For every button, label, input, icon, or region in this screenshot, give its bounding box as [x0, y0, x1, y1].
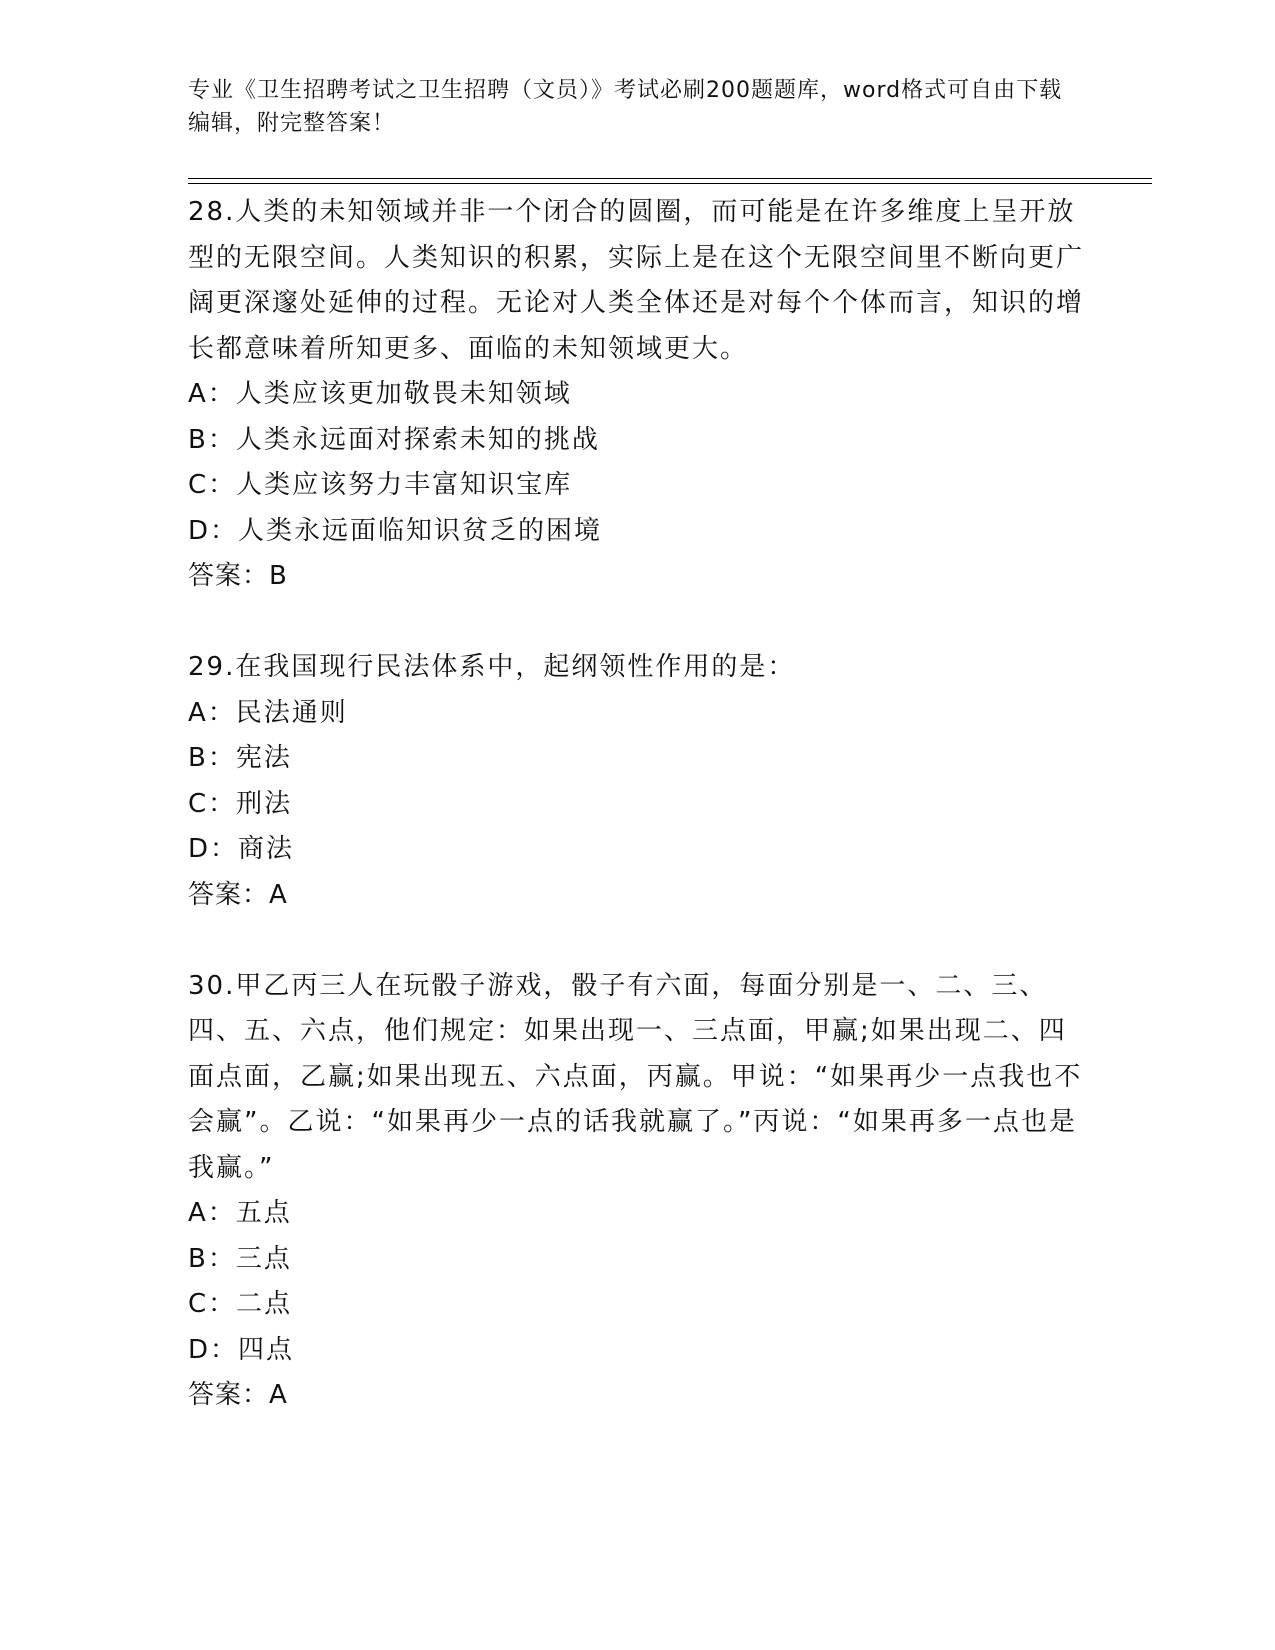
answer: 答案：A — [188, 879, 288, 910]
header-divider-top — [188, 178, 1152, 179]
question-30 — [188, 964, 1088, 1419]
answer: 答案：B — [188, 561, 288, 591]
question-29 — [188, 645, 1088, 918]
option-a: A：五点 — [188, 1198, 292, 1228]
question-list — [188, 190, 1088, 1419]
question-spacer — [188, 918, 1088, 964]
answer: 答案：A — [188, 1380, 288, 1410]
question-stem: 29.在我国现行民法体系中，起纲领性作用的是： — [188, 652, 796, 682]
option-b: B：宪法 — [188, 743, 292, 773]
question-stem: 30.甲乙丙三人在玩骰子游戏，骰子有六面，每面分别是一、二、三、四、五、六点，他们规定：如果出现一、三点面，甲赢;如果出现二、四面点面，乙赢;如果出现五、六点面，丙赢。甲说：“如果再少一点我也不会赢”。乙说：“如果再少一点的话我就赢了。”丙说：“如果再多一点也是我赢。” — [188, 970, 1083, 1183]
header-divider-bottom — [188, 183, 1152, 184]
option-a: A：人类应该更加敬畏未知领域 — [188, 379, 572, 409]
option-c: C：人类应该努力丰富知识宝库 — [188, 470, 573, 500]
option-d: D：商法 — [188, 834, 295, 864]
option-b: B：三点 — [188, 1243, 292, 1274]
question-stem: 28.人类的未知领域并非一个闭合的圆圈，而可能是在许多维度上呈开放型的无限空间。人类知识的积累，实际上是在这个无限空间里不断向更广阔更深邃处延伸的过程。无论对人类全体还是对每个个体而言，知识的增长都意味着所知更多、面临的未知领域更大。 — [188, 197, 1085, 364]
question-spacer — [188, 600, 1088, 646]
document-header: 专业《卫生招聘考试之卫生招聘（文员）》考试必刷200题题库，word格式可自由下载编辑，附完整答案！ — [188, 78, 1063, 136]
option-c: C：刑法 — [188, 788, 293, 819]
option-b: B：人类永远面对探索未知的挑战 — [188, 424, 600, 455]
question-28 — [188, 190, 1088, 600]
option-d: D：人类永远面临知识贫乏的困境 — [188, 515, 603, 546]
option-c: C：二点 — [188, 1289, 293, 1319]
option-a: A：民法通则 — [188, 697, 348, 728]
option-d: D：四点 — [188, 1334, 295, 1365]
